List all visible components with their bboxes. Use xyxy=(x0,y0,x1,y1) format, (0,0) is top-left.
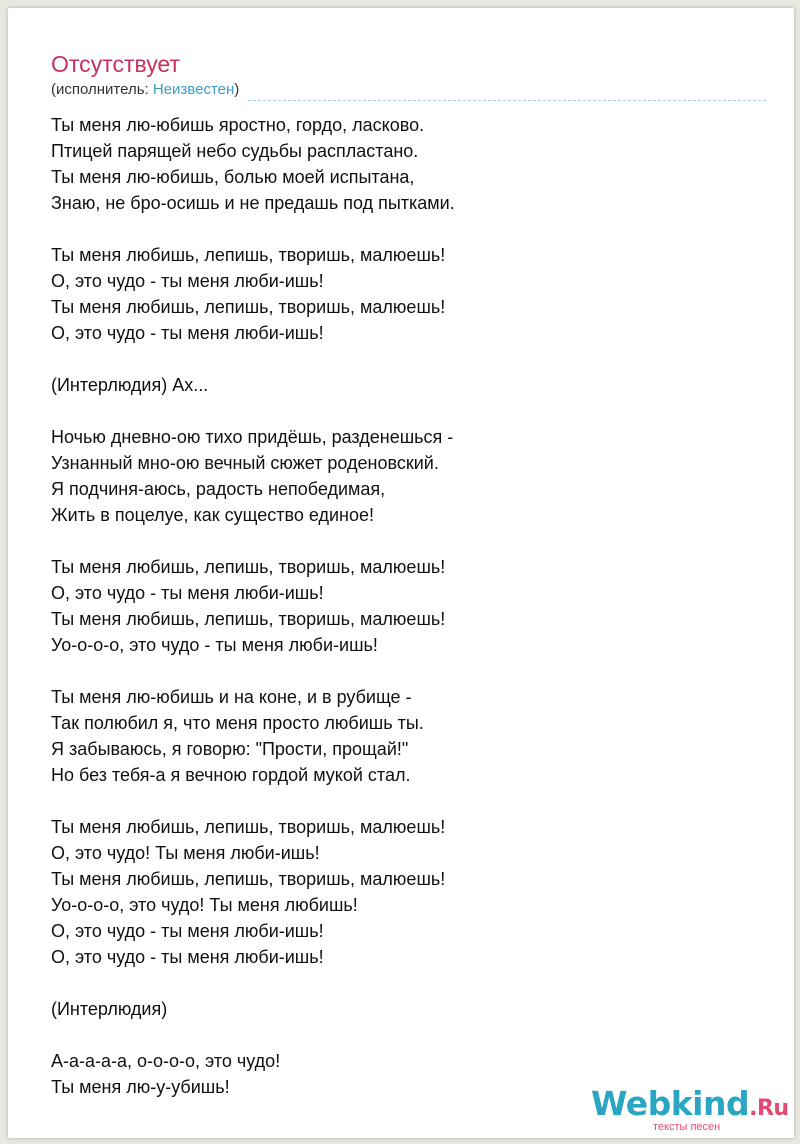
lyrics-line: Ты меня любишь, лепишь, творишь, малюешь! xyxy=(51,245,446,265)
lyrics-line: Жить в поцелуе, как существо единое! xyxy=(51,505,374,525)
lyrics-line: О, это чудо - ты меня люби-ишь! xyxy=(51,323,324,343)
lyrics-page xyxy=(8,8,794,1138)
lyrics-line: Так полюбил я, что меня просто любишь ты. xyxy=(51,713,424,733)
lyrics-line: Ты меня лю-у-убишь! xyxy=(51,1077,230,1097)
lyrics-line: О, это чудо - ты меня люби-ишь! xyxy=(51,921,324,941)
lyrics-line: Уо-о-о-о, это чудо - ты меня люби-ишь! xyxy=(51,635,378,655)
lyrics-line: Ты меня лю-юбишь, болью моей испытана, xyxy=(51,167,415,187)
lyrics-stanza xyxy=(51,554,751,658)
lyrics-line: Но без тебя-а я вечною гордой мукой стал. xyxy=(51,765,411,785)
lyrics-line: Уо-о-о-о, это чудо! Ты меня любишь! xyxy=(51,895,358,915)
lyrics-stanza xyxy=(51,814,751,970)
lyrics-line: Ночью дневно-ою тихо придёшь, разденешься - xyxy=(51,427,454,447)
artist-link[interactable]: Неизвестен xyxy=(152,81,235,98)
lyrics-line: О, это чудо - ты меня люби-ишь! xyxy=(51,583,324,603)
lyrics-stanza xyxy=(51,424,751,528)
artist-line xyxy=(51,80,239,100)
lyrics-line: Ты меня лю-юбишь яростно, гордо, ласково. xyxy=(51,115,425,135)
lyrics-line: Я забываюсь, я говорю: "Прости, прощай!" xyxy=(51,739,409,759)
lyrics-line: Ты меня любишь, лепишь, творишь, малюешь! xyxy=(51,609,446,629)
artist-suffix: ) xyxy=(234,81,240,98)
lyrics-stanza xyxy=(51,372,751,398)
lyrics-line: Ты меня любишь, лепишь, творишь, малюешь! xyxy=(51,817,446,837)
lyrics-stanza xyxy=(51,242,751,346)
lyrics-line: Я подчиня-аюсь, радость непобедимая, xyxy=(51,479,386,499)
lyrics-text xyxy=(51,112,751,1100)
lyrics-line: О, это чудо - ты меня люби-ишь! xyxy=(51,947,324,967)
lyrics-line: Ты меня лю-юбишь и на коне, и в рубище - xyxy=(51,687,412,707)
lyrics-stanza xyxy=(51,996,751,1022)
lyrics-line: Ты меня любишь, лепишь, творишь, малюешь! xyxy=(51,869,446,889)
song-title: Отсутствует xyxy=(51,51,180,77)
lyrics-line: О, это чудо! Ты меня люби-ишь! xyxy=(51,843,320,863)
lyrics-line: Ты меня любишь, лепишь, творишь, малюешь! xyxy=(51,557,446,577)
lyrics-line: А-а-а-а-а, о-о-о-о, это чудо! xyxy=(51,1051,281,1071)
dashed-divider xyxy=(248,100,766,101)
lyrics-line: О, это чудо - ты меня люби-ишь! xyxy=(51,271,324,291)
artist-prefix: (исполнитель: xyxy=(51,81,153,98)
lyrics-line: Ты меня любишь, лепишь, творишь, малюешь! xyxy=(51,297,446,317)
lyrics-line: (Интерлюдия) Ах... xyxy=(51,375,209,395)
site-logo[interactable] xyxy=(591,1084,791,1144)
logo-tld-text: .Ru xyxy=(749,1096,789,1121)
logo-tagline: тексты песен xyxy=(653,1121,721,1133)
logo-main-text: Webkind xyxy=(591,1084,750,1123)
lyrics-stanza xyxy=(51,112,751,216)
lyrics-line: Знаю, не бро-осишь и не предашь под пытками. xyxy=(51,193,455,213)
lyrics-line: (Интерлюдия) xyxy=(51,999,168,1019)
lyrics-line: Узнанный мно-ою вечный сюжет роденовский. xyxy=(51,453,439,473)
lyrics-line: Птицей парящей небо судьбы распластано. xyxy=(51,141,419,161)
lyrics-stanza xyxy=(51,684,751,788)
